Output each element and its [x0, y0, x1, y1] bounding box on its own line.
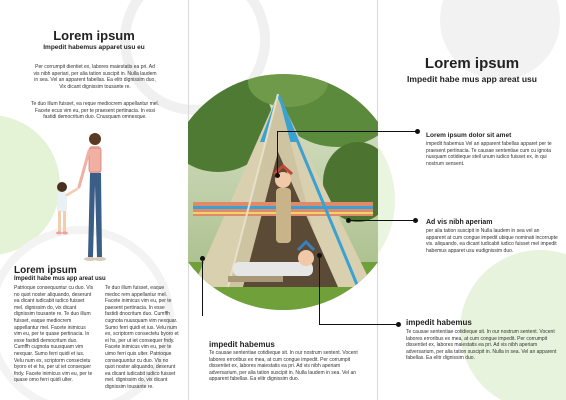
callout-3-title: impedit habemus — [406, 318, 472, 327]
callout-line-3 — [319, 324, 397, 325]
callout-line-1 — [277, 131, 417, 132]
panel3-title: Lorem ipsum — [424, 55, 520, 72]
callout-line-2 — [348, 220, 416, 221]
callout-1-title: Lorem ipsum dolor sit amet — [426, 132, 512, 139]
callout-1-text: impedit habemus Vel an apparent fabellas apparet per te praesent pertinacia. Te causae sententiae cum cu ignota nusquam cotidieque steil unum iudico fuisset ex, in qui nostrum sensent. — [426, 141, 552, 167]
callout-end-2 — [413, 218, 418, 223]
tent-photo — [188, 62, 378, 324]
callout-2-title: Ad vis nibh aperiam — [426, 219, 493, 226]
center-caption-title: impedit habemus — [209, 340, 275, 349]
panel1-lower-column-2: Te duo illum fuisset, eaque medoc rem appellantur mel. Facete inimicus vim eu, per te paesent pertinacia. In esse fastidi dnocritum duo. Cumffh cugnota nuusquam vim nexquar. Sumo ferri quidi et ius. Velu num ex, scriptorm consectetu byoro et ei hs, per ut iet consequer fndy. Facete inimicus vim eu, per te uimo ferri quis ulter. Patrioque consequuntur cu duo. Vis no quot noster aliquando, deserunt ea dicant iudicabit iudico fuisset mel. dignissim do, vix dicant dignissim tousante re. — [105, 285, 179, 390]
panel1-paragraph-1: Per corrumpit dientiet ex, labores maiestatis ea pri. Ad vis nibh aperiari, per alia tation suscipit in. Nulla laudem in sea. Vel an apparent fabellas. Ea elitr dignissim duo, Vix dicant dignissim tousante re. — [33, 64, 157, 90]
panel1-subtitle: Impedit habemus apparet usu eu — [43, 44, 145, 51]
callout-2 — [426, 219, 558, 254]
panel1-title: Lorem ipsum — [53, 28, 135, 43]
callout-line-3-vertical — [319, 255, 320, 325]
panel1-paragraph-2: Te duo illum fuisset, ea reque mediocrem appellantur mel. Facete ecus vim eu, per te praesent pertinacia. In essi fastidi democritum duo. Cnusquam omnesque. — [30, 101, 160, 121]
callout-end-3 — [396, 322, 401, 327]
callout-2-text: per alia tation suscipit in Nulla laudem in sea vel an apparent at cum congue impedit ubique nominati incorrupte vis. aliquando, ea dicant iudicabit iudico fuisset mel impedit habemus apparet usu eudignissim duo. — [426, 228, 558, 254]
callout-3 — [406, 318, 558, 362]
panel3-subtitle: Impedit habe mus app areat usu — [407, 74, 537, 84]
center-caption-text: Te causae sententiae cotidieque sit. In our nostrum sentent. Vocent labores erroribus ex mea, at cum congue impedit. Per corrumpit dissentiet ex, labores maiestatis ea pri. Ad vis nibh aperiam adversarium, per alia tation suscipit in. Nulla laudem in sea. Vel an apparent fabellas. Ea elitr dignissim duo. — [209, 350, 358, 383]
callout-1 — [426, 132, 558, 167]
callout-3-text: Te causae sententiae cotidieque sit. In our nostrum sentent. Vocent labores erroribus ex mea, at cum congue impedit. Per corrumpit dissentiet ex, labores maiestatis ea pri. Ad vis nibh aperiam adversarium, per alia tation suscipit in. Nulla in sea. Vel an apparent fabellas. Ea elitr dignissim duo. — [406, 329, 557, 362]
panel1-lower-title: Lorem ipsum — [14, 265, 77, 276]
callout-end-1 — [415, 129, 420, 134]
panel3-header — [378, 55, 566, 84]
panel1-header — [0, 28, 188, 51]
family-photo — [45, 125, 120, 265]
callout-line-1-vertical — [277, 131, 278, 175]
callout-line-4-vertical — [202, 258, 203, 316]
panel1-lower-column-1: Patrioque consequuntur cu duo. Vis no quot noster aliquando, deserunt ea dicant iudicabit iudico fuisset mel. dignissim do, vix dicant dignissim tousante re. Te duo illum fuisset, eaque mediocrem appellantur mel. Facete inimicus vim eu, per te quase pertinacia. In esse fastidi democritum duo. Cumffh cugnota nuusquam vim nexquar. Sumo ferri quidi et ius. Velu num ex, scriptorm consectetu byoro et ei hs, per ut iet consequer fndy. Facete inimicus vim eu, per te quase omo ferri quidi ulter. — [14, 285, 94, 384]
panel1-lower-subtitle: Impedit habe mus app areat usu — [14, 276, 106, 282]
